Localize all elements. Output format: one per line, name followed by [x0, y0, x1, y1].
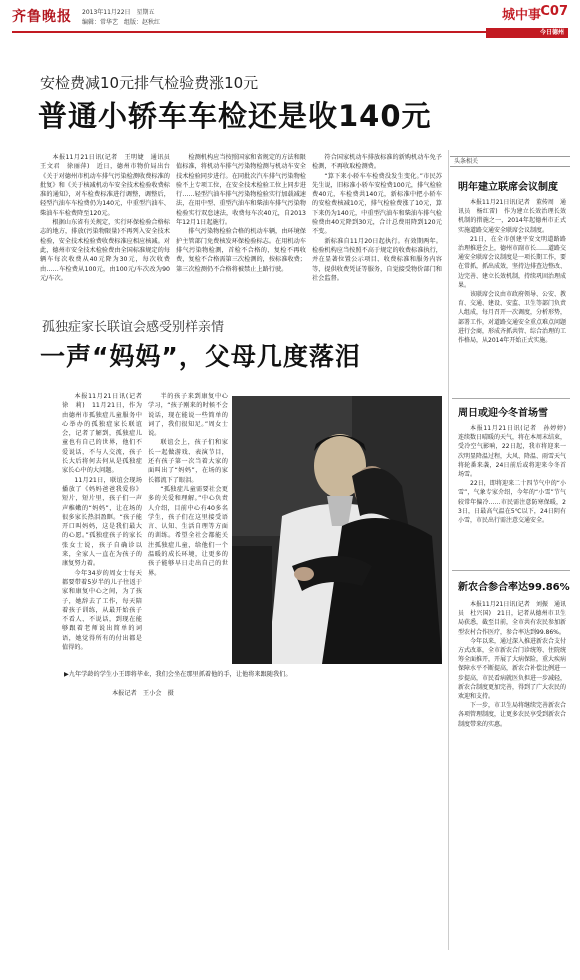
paragraph: 排气污染物检验合格的机动车辆，由环境保护主管部门免费核发环保检验标志。在用机动车排气污染物检测，首检不合格的，复检不再收费，复检不合格需第三次检测的，按标准收费；第三次检测仍不合格将被禁止上路行驶。 — [176, 228, 306, 273]
section-name: 城中事 — [502, 8, 542, 23]
caption-text: 九年学龄的学生小王即将毕业，我们会坐在那里抓着他的手，让他将来跟随我们。 — [68, 671, 292, 678]
photo-caption: ▶九年学龄的学生小王即将毕业，我们会坐在那里抓着他的手，让他将来跟随我们。 — [64, 671, 292, 678]
paragraph: 联谊会上，孩子们和家长一起做游戏、表演节目，还有孩子第一次当着大家的面叫出了“妈妈”，在场的家长都流下了眼泪。 — [148, 439, 228, 484]
sidebar-item2-headline: 周日或迎今冬首场雪 — [458, 408, 548, 419]
sidebar-divider — [448, 150, 449, 950]
sidebar-item2-body — [458, 424, 573, 525]
masthead — [12, 6, 568, 28]
story1-headline: 普通小轿车车检还是收140元 — [38, 99, 432, 133]
sidebar-rule — [452, 570, 570, 571]
paragraph: 11月21日，联谊会现场播放了《妈妈爸爸我爱你》短片，短片里，孩子们一声声稚嫩的“妈妈”，让在场的很多家长热泪盈眶。“孩子能开口叫妈妈，这是我们最大的心愿。”孤独症孩子的家长张女士说，孩子自确诊以来，全家人一直在为孩子的康复努力着。 — [62, 476, 142, 568]
paragraph: 今年34岁的周女士每天都要带着5岁半的儿子往返于家和康复中心之间，为了孩子，她辞去了工作，每天陪着孩子训练，从最开始孩子不看人、不说话，到现在能够跟着老师说出简单的词语，她觉得所有的付出都是值得的。 — [62, 569, 142, 652]
sidebar-item1-body — [458, 198, 566, 345]
paragraph: “孤独症儿童需要社会更多的关爱和理解。”中心负责人介绍，目前中心有40多名学生，孩子们在这里接受语言、认知、生活自理等方面的训练。希望全社会都能关注孤独症儿童，给他们一个温暖的成长环境，让更多的孩子能够早日走出自己的世界。 — [148, 485, 228, 577]
paragraph: 22日，即将迎来二十四节气中的“小雪”，气象专家介绍，今年的“小雪”节气较常年偏冷……市民需注意防寒保暖，23日，日最高气温在5℃以下，24日阴有小雪，市民出行需注意交通安全。 — [458, 480, 566, 525]
sidebar-item1-headline: 明年建立联席会议制度 — [458, 182, 558, 193]
paragraph: 该联席会议由市政府领导、公安、教育、交通、建设、安监、卫生等部门负责人组成，每月召开一次调度，分析形势，部署工作，对道路交通安全重点难点问题进行会商，形成齐抓共管、综合治理的工作格局，从2014年开始正式实施。 — [458, 291, 567, 345]
paragraph: 半的孩子来到康复中心学习，“孩子刚来的时候不会说话，现在能说一些简单的词了，我们很知足。”周女士说。 — [148, 393, 228, 438]
paragraph: 本报11月21日讯(记者 孙婷婷) 连续数日晴暖的天气，将在本周末结束，受冷空气影响，22日起，我市将迎来一次明显降温过程，大风、降温、雨雪天气将轮番来袭，24日前后或将迎来今冬首场雪。 — [458, 425, 573, 479]
page-code: C07 — [540, 4, 568, 19]
paragraph: 21日，在全市创建平安文明道路路治理推进会上，德州市副市长……道路交通安全联席会议制度是一项长期工作，要在常抓，抓出成效，坚持边排查边整改、边完善、建立长效机制，持续巩固治理成果。 — [458, 235, 567, 289]
section-tag: 今日德州 — [486, 28, 568, 38]
sidebar-label: 头条相关 — [450, 156, 570, 167]
paragraph: 检测机构应当按照国家和省规定的方法和限值标准，将机动车排气污染物检测与机动车安全技术检验同步进行。在同批次汽车排气污染物检验不上专项工位，在安全技术检验工位上同步进行……轻型汽油车排气污染物检验实行加载减速法，在用中型、重型汽油车和柴油车排气污染物检验实行双怠速法，收费每车次40元，自2013年12月1日起施行。 — [176, 154, 306, 227]
photo-credit: 本报记者 王小会 摄 — [112, 690, 174, 697]
sidebar-rule — [452, 398, 570, 399]
story1-kicker: 安检费减10元排气检验费涨10元 — [40, 74, 259, 92]
story1-column-3 — [312, 153, 442, 283]
story2-kicker: 孤独症家长联谊会感受别样亲情 — [42, 320, 225, 335]
story2-column-2 — [148, 392, 228, 578]
issue-date: 2013年11月22日 星期五 — [82, 9, 155, 16]
editor-credits: 编辑：常华艺 组版：赵秋红 — [82, 19, 161, 26]
paragraph: 本报11月21日讯(记者 徐 莉) 11月21日，作为由德州市孤独症儿童服务中心举办的孤独症家长联谊会，记者了解到，孤独症儿童也有自己的世界，他们不爱说话，不与人交流，孩子长大后将何去何从是孤独症家长心中的大问题。 — [62, 393, 149, 475]
story1-column-1 — [40, 153, 177, 283]
paragraph: 今年以来，通过深入推进新农合支付方式改革，全市新农合门诊统筹、住院统筹全面推开，开展了大病保险，重大疾病保障水平不断提高，新农合补偿比例进一步提高，市民看病就医负担进一步减轻，新农合制度更加完善，得到了广大农民的欢迎和支持。 — [458, 637, 567, 701]
newspaper-logo: 齐鲁晚报 — [12, 9, 72, 25]
story2-headline: 一声“妈妈”，父母几度落泪 — [40, 342, 361, 371]
sidebar-item3-headline: 新农合参合率达99.86% — [458, 582, 570, 593]
paragraph: 下一步，市卫生局将继续完善新农合各项管理制度，让更多农民享受到新农合制度带来的实惠。 — [458, 702, 567, 728]
news-photo — [232, 396, 442, 664]
paragraph: 新标准自11月20日起执行。有效期两年。检验机构应当按照不高于规定的收费标准执行，并在显著位置公示项目、收费标准和服务内容等，提供收费凭证等服务，自觉接受物价部门和社会监督。 — [312, 237, 442, 282]
paragraph: 本报11月21日讯(记者 王明婕 通讯员 王文君 徐丽萍) 近日，德州市物价局出台《关于对德州市机动车排气污染检测收费标准的批复》和《关于核减机动车安全技术检验收费标准的通知》，对车检费标准进行调整，调整后，轻型汽油车车检费仍为140元，中重型汽油车、柴油车车检费降至120元。 — [40, 154, 177, 217]
story2-column-1 — [62, 392, 149, 652]
header-rule — [12, 31, 486, 33]
paragraph: “算下来小轿车车检费没发生变化。”市民苏先生说，旧标准小轿车安检费100元，排气检验费40元，车检费共140元，新标准中把小轿车的安检费核减10元，排气检验费涨了10元，算下来仍为140元，中重型汽油车和柴油车排气检验费由40元降到30元，合计总费用降到120元不变。 — [312, 172, 442, 236]
paragraph: 符合国家机动车排放标准的新购机动车免予检测，不再收取检测费。 — [312, 154, 442, 171]
paragraph: 根据山东省有关规定，实行环保检验合格标志的地方，排放(污染物限量)不再列入安全技术检验，安全技术检验费收费标准应相应核减。对此，德州市安全技术检验费由全国标准规定的每辆车每次收费从40元降为30元，每次收费由……车检费从100元，由100元/车次改为90元/车次。 — [40, 219, 170, 282]
photo-illustration — [232, 396, 442, 664]
paragraph: 本报11月21日讯(记者 董传周 通讯员 杨红雷) 作为建立长效治理长效机制的措施之一，2014年起德州市正式实施道路交通安全联席会议制度。 — [458, 199, 566, 234]
sidebar-item3-body — [458, 600, 566, 729]
paragraph: 本报11月21日讯(记者 刘振 通讯员 杜兴国) 21日，记者从德州市卫生局获悉，截至目前，全市共有农民参加新型农村合作医疗，参合率达到99.86%。 — [458, 601, 567, 636]
story1-column-2 — [176, 153, 306, 274]
